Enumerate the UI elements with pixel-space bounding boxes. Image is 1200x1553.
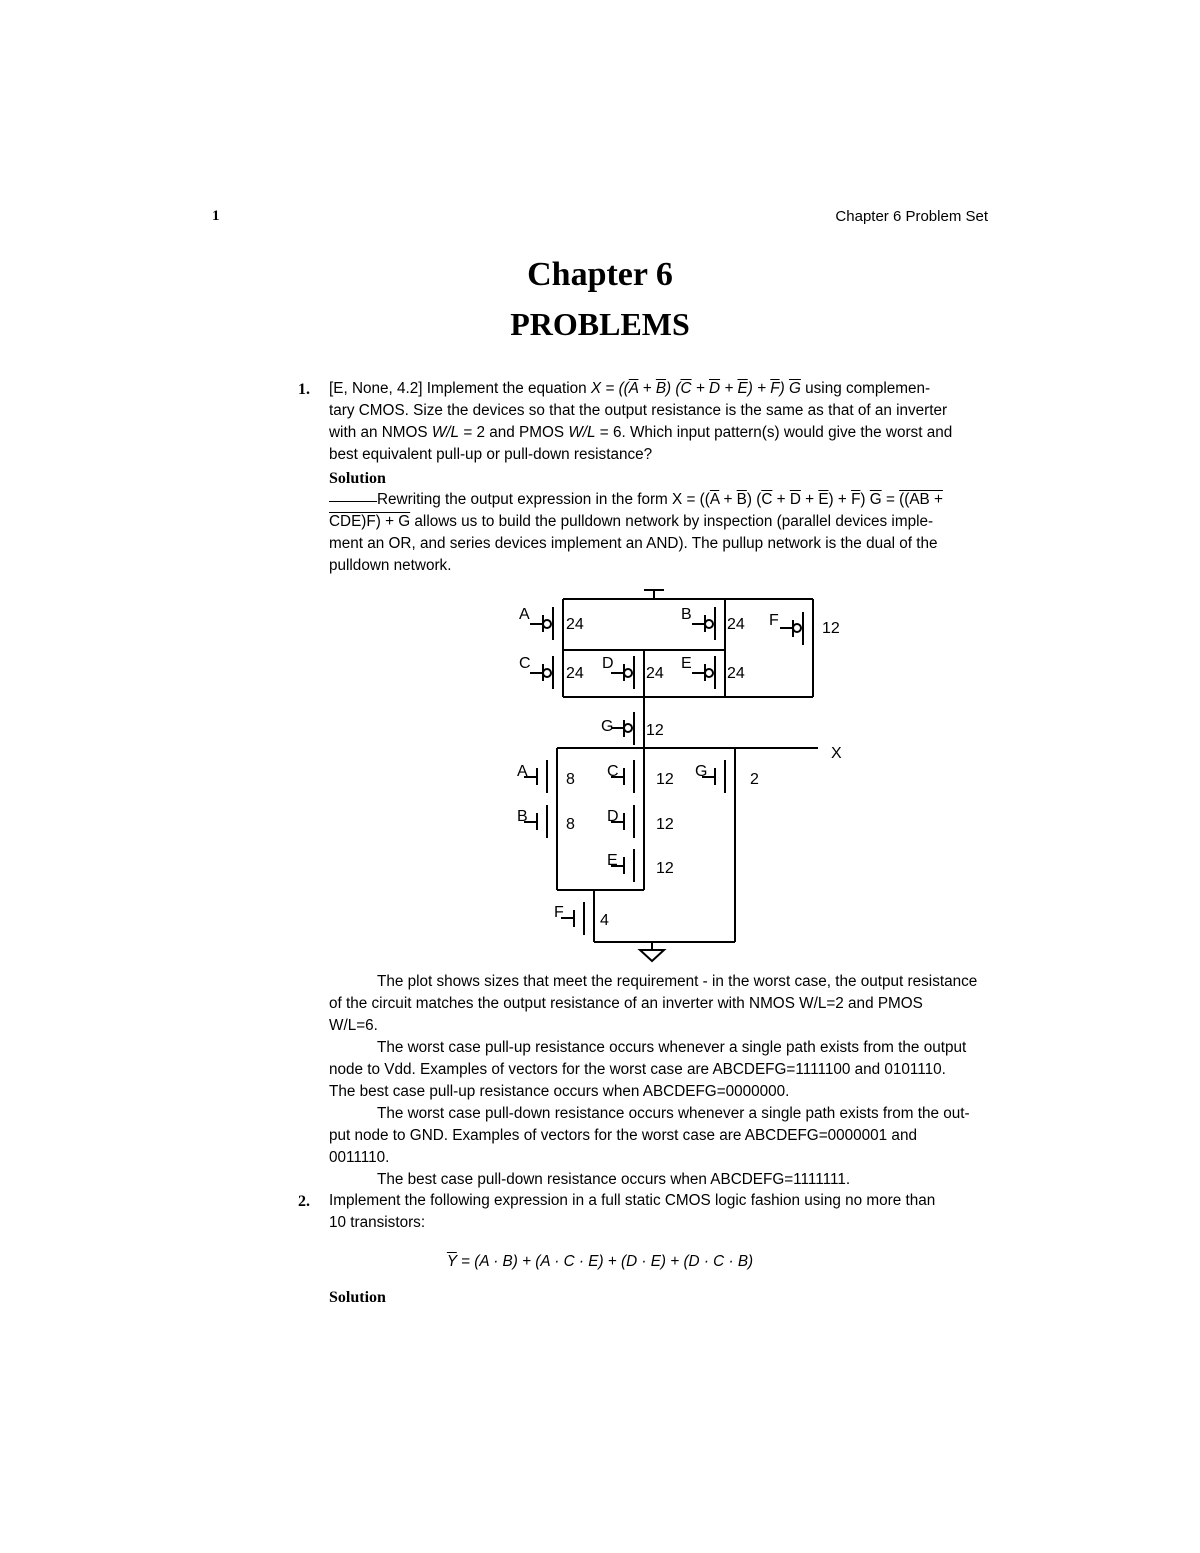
- text: node to Vdd. Examples of vectors for the worst case are ABCDEFG=1111100 and 0101110.: [329, 1061, 946, 1078]
- eq-b-bar: $\overline{B}$: [655, 380, 667, 397]
- eq-paren: (: [675, 380, 681, 397]
- eq-plus: +: [695, 380, 705, 397]
- chapter-title: Chapter 6: [527, 256, 673, 293]
- problem-2-equation: [0, 1251, 1200, 1273]
- problem-1-line-4: best equivalent pull-up or pull-down resistance?: [329, 446, 653, 463]
- nmos-d-size: 12: [656, 816, 674, 833]
- text: +: [776, 491, 786, 508]
- sol-overbar-expr: ((AB +: [899, 491, 943, 508]
- wl-symbol: W/L: [431, 424, 460, 441]
- text: W/L=6.: [329, 1017, 378, 1034]
- page-number: 1: [212, 208, 220, 224]
- pmos-d: [611, 656, 634, 689]
- eq-y-bar: $\overline{Y}$: [446, 1253, 457, 1270]
- nmos-a-size: 8: [566, 771, 575, 788]
- text: +: [723, 491, 733, 508]
- text: of the circuit matches the output resistance of an inverter with NMOS W/L=2 and PMOS: [329, 995, 923, 1012]
- ground-symbol: [640, 942, 664, 961]
- nmos-f-size: 4: [600, 912, 609, 929]
- nmos-e-size: 12: [656, 860, 674, 877]
- discussion-para-1: [329, 971, 989, 1191]
- pmos-b-gate: B: [681, 606, 692, 623]
- text: ) +: [828, 491, 847, 508]
- text: The worst case pull-down resistance occurs whenever a single path exists from the out-: [377, 1105, 970, 1122]
- text: = 6. Which input pattern(s) would give the worst and: [599, 424, 953, 441]
- pmos-a-size: 24: [566, 616, 584, 633]
- pmos-g-size: 12: [646, 722, 664, 739]
- nmos-a-gate: A: [517, 763, 528, 780]
- pmos-c-gate: C: [519, 655, 531, 672]
- text: 0011110.: [329, 1149, 390, 1166]
- pmos-f-size: 12: [822, 620, 840, 637]
- eq-plus: +: [642, 380, 652, 397]
- text: +: [805, 491, 815, 508]
- eq-c-bar: $\overline{C}$: [680, 380, 692, 397]
- nmos-c-size: 12: [656, 771, 674, 788]
- sol-f-bar: $\overline{F}$: [851, 491, 861, 508]
- eq-paren: ): [747, 380, 753, 397]
- eq-paren: ((: [618, 380, 629, 397]
- text: ) (: [746, 491, 762, 508]
- text: =: [885, 491, 895, 508]
- nmos-c-gate: C: [607, 763, 619, 780]
- text: The worst case pull-up resistance occurs whenever a single path exists from the output: [377, 1039, 967, 1056]
- text: with an NMOS: [329, 424, 428, 441]
- problem-tag: [E, None, 4.2] Implement the equation: [329, 380, 587, 397]
- pmos-a: [530, 607, 553, 640]
- sol-c-bar: $\overline{C}$: [761, 491, 773, 508]
- eq-g-bar: $\overline{G}$: [788, 380, 801, 397]
- text: = 2 and PMOS: [463, 424, 565, 441]
- text: The best case pull-down resistance occurs when ABCDEFG=1111111.: [377, 1171, 851, 1188]
- eq-lhs: X =: [590, 380, 615, 397]
- eq-a-bar: $\overline{A}$: [628, 380, 639, 397]
- pmos-g: [611, 712, 634, 745]
- nmos-f-gate: F: [554, 904, 564, 921]
- problem-2-number: 2.: [298, 1193, 310, 1210]
- text: allows us to build the pulldown network by inspection (parallel devices imple-: [414, 513, 934, 530]
- solution-label: Solution: [329, 470, 386, 487]
- problem-1-number: 1.: [298, 381, 310, 398]
- sol-a-bar: $\overline{A}$: [709, 491, 720, 508]
- pmos-g-gate: G: [601, 718, 614, 735]
- text: Implement the following expression in a full static CMOS logic fashion using no more than: [329, 1192, 936, 1209]
- pmos-d-gate: D: [602, 655, 614, 672]
- nmos-e-gate: E: [607, 852, 618, 869]
- problem-2-solution-label: Solution: [329, 1289, 386, 1306]
- pmos-e: [692, 656, 715, 689]
- sol-b-bar: $\overline{B}$: [736, 491, 747, 508]
- pmos-e-gate: E: [681, 655, 692, 672]
- eq-e-bar: $\overline{E}$: [737, 380, 748, 397]
- eq-f-bar: $\overline{F}$: [770, 380, 780, 397]
- nmos-d-gate: D: [607, 808, 619, 825]
- text: ): [860, 491, 866, 508]
- text: Rewriting the output expression in the form X = ((: [377, 491, 710, 508]
- text: put node to GND. Examples of vectors for the worst case are ABCDEFG=0000001 and: [329, 1127, 917, 1144]
- nmos-g-size: 2: [750, 771, 759, 788]
- eq-paren: ): [779, 380, 785, 397]
- solution-line-3: ment an OR, and series devices implement an AND). The pullup network is the dual of the: [329, 535, 938, 552]
- chapter-subtitle: PROBLEMS: [510, 306, 690, 342]
- nmos-b-size: 8: [566, 816, 575, 833]
- problem-1-line-2: tary CMOS. Size the devices so that the output resistance is the same as that of an inverter: [329, 402, 948, 419]
- nmos-f: [561, 902, 584, 935]
- solution-line-4: pulldown network.: [329, 557, 452, 574]
- eq-paren: ): [666, 380, 672, 397]
- pmos-c: [530, 656, 553, 689]
- eq-plus: +: [724, 380, 734, 397]
- nmos-b-gate: B: [517, 808, 528, 825]
- eq-plus: +: [757, 380, 767, 397]
- text: 10 transistors:: [329, 1214, 426, 1231]
- running-title: Chapter 6 Problem Set: [835, 208, 988, 225]
- wl-symbol: W/L: [568, 424, 596, 441]
- nmos-g-gate: G: [695, 763, 708, 780]
- problem-2-statement: [329, 1190, 989, 1234]
- sol-overbar-expr: CDE)F) + G: [329, 513, 411, 530]
- eq-rhs: = (A · B) + (A · C · E) + (D · E) + (D · C · B): [461, 1253, 754, 1270]
- sol-e-bar: $\overline{E}$: [818, 491, 829, 508]
- eq-d-bar: $\overline{D}$: [709, 380, 721, 397]
- pmos-b: [692, 607, 715, 640]
- output-label: X: [831, 745, 842, 762]
- eq-tail: using complemen-: [805, 380, 931, 397]
- pmos-d-size: 24: [646, 665, 664, 682]
- pmos-f: [780, 612, 803, 645]
- pmos-e-size: 24: [727, 665, 745, 682]
- text: The best case pull-up resistance occurs when ABCDEFG=0000000.: [329, 1083, 790, 1100]
- pmos-a-gate: A: [519, 606, 530, 623]
- vdd-symbol: [644, 590, 664, 599]
- pmos-f-gate: F: [769, 612, 779, 629]
- text: The plot shows sizes that meet the requirement - in the worst case, the output resistance: [377, 973, 978, 990]
- pmos-c-size: 24: [566, 665, 584, 682]
- sol-g-bar: $\overline{G}$: [869, 491, 882, 508]
- sol-d-bar: $\overline{D}$: [789, 491, 801, 508]
- pmos-b-size: 24: [727, 616, 745, 633]
